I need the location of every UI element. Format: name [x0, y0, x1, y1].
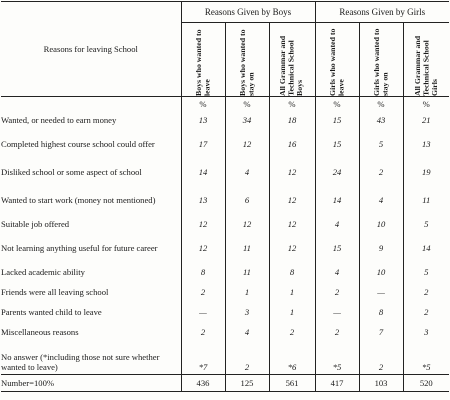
row-label: Completed highest course school could offer: [1, 130, 181, 158]
table-cell: *5: [421, 362, 431, 372]
table-cell: 12: [269, 234, 315, 262]
total-cell: 417: [315, 375, 359, 392]
table-cell: 13: [181, 186, 225, 214]
unit-label: %: [315, 97, 359, 111]
table-cell: 4: [315, 214, 359, 234]
total-cell: 561: [269, 375, 315, 392]
table-cell: 5: [359, 130, 403, 158]
total-cell: 103: [359, 375, 403, 392]
table-cell: 18: [269, 110, 315, 130]
table-cell: 21: [421, 115, 431, 125]
table-cell: 13: [421, 139, 431, 149]
table-cell: 5: [424, 267, 429, 277]
table-cell: 43: [359, 110, 403, 130]
table-row: [1, 158, 449, 186]
row-label: Wanted, or needed to earn money: [1, 110, 181, 130]
table-cell: 4: [225, 322, 269, 342]
table-cell: 14: [181, 158, 225, 186]
table-cell: 2: [315, 282, 359, 302]
table-cell: 15: [315, 234, 359, 262]
table-row: [1, 130, 449, 158]
table-cell: 2: [181, 322, 225, 342]
table-cell: 1: [269, 282, 315, 302]
unit-label: %: [269, 97, 315, 111]
row-label: Not learning anything useful for future career: [1, 234, 181, 262]
table-cell: 12: [225, 130, 269, 158]
table-cell: —: [181, 302, 225, 322]
table-cell: *7: [181, 342, 225, 375]
table-row: [1, 322, 449, 342]
table-cell: 11: [422, 195, 431, 205]
total-cell: 125: [225, 375, 269, 392]
table-cell: 12: [269, 158, 315, 186]
total-row: [1, 375, 449, 392]
table-cell: 4: [225, 158, 269, 186]
table-cell: 15: [315, 110, 359, 130]
column-header: All Grammar and Technical School Boys: [269, 23, 315, 97]
row-label: Parents wanted child to leave: [1, 302, 181, 322]
table-cell: 3: [225, 302, 269, 322]
table-cell: 34: [225, 110, 269, 130]
table-cell: 8: [181, 262, 225, 282]
table-row: [1, 262, 449, 282]
table-row: [1, 234, 449, 262]
table-cell: 10: [359, 262, 403, 282]
table-cell: 14: [315, 186, 359, 214]
table-cell: 12: [225, 214, 269, 234]
table-cell: 1: [269, 302, 315, 322]
table-cell: *6: [269, 342, 315, 375]
table-cell: 14: [421, 243, 431, 253]
column-header: Boys who wanted to stay on: [225, 23, 269, 97]
table-cell: 12: [181, 214, 225, 234]
table-cell: 8: [269, 262, 315, 282]
table-cell: 12: [269, 186, 315, 214]
table-cell: 13: [181, 110, 225, 130]
table-cell: 2: [269, 322, 315, 342]
table-cell: 2: [225, 342, 269, 375]
table-cell: 5: [424, 219, 429, 229]
row-label: Suitable job offered: [1, 214, 181, 234]
table-cell: 11: [225, 234, 269, 262]
unit-label: %: [181, 97, 225, 111]
table-cell: 2: [424, 307, 429, 317]
table-cell: 2: [359, 342, 403, 375]
table-cell: 2: [424, 287, 429, 297]
row-label: Friends were all leaving school: [1, 282, 181, 302]
table-cell: 12: [181, 234, 225, 262]
table-cell: 2: [315, 322, 359, 342]
total-cell: 436: [181, 375, 225, 392]
table-row: [1, 302, 449, 322]
table-cell: 16: [269, 130, 315, 158]
table-cell: —: [315, 302, 359, 322]
group-girls-heading: Reasons Given by Girls: [315, 2, 449, 23]
table-row: [1, 186, 449, 214]
reasons-table: [1, 1, 449, 392]
total-cell: 520: [403, 375, 449, 392]
group-boys-heading: Reasons Given by Boys: [181, 2, 315, 23]
table-cell: 4: [315, 262, 359, 282]
table-row: [1, 110, 449, 130]
row-label: Lacked academic ability: [1, 262, 181, 282]
row-label: Wanted to start work (money not mentioned): [1, 186, 181, 214]
table-cell: 10: [359, 214, 403, 234]
table-cell: 19: [421, 167, 431, 177]
table-row: [1, 342, 449, 375]
table-row: [1, 282, 449, 302]
total-label: Number=100%: [1, 375, 181, 392]
column-header: Girls who wanted to stay on: [359, 23, 403, 97]
table-cell: 24: [315, 158, 359, 186]
table-cell: 9: [359, 234, 403, 262]
column-header: Boys who wanted to leave: [181, 23, 225, 97]
table-cell: —: [359, 282, 403, 302]
table-cell: 12: [269, 214, 315, 234]
table-cell: 4: [359, 186, 403, 214]
column-header: All Grammar and Technical School Girls: [403, 23, 449, 97]
row-label: No answer (*including those not sure whether wanted to leave): [1, 342, 181, 375]
table-cell: 2: [181, 282, 225, 302]
unit-label: %: [225, 97, 269, 111]
column-header: Girls who wanted to leave: [315, 23, 359, 97]
row-header: Reasons for leaving School: [1, 2, 181, 97]
row-label: Disliked school or some aspect of school: [1, 158, 181, 186]
table-cell: 6: [225, 186, 269, 214]
table-cell: 2: [359, 158, 403, 186]
unit-label: %: [422, 98, 430, 109]
table-row: [1, 214, 449, 234]
table-cell: 11: [225, 262, 269, 282]
table-cell: 7: [359, 322, 403, 342]
table-cell: 15: [315, 130, 359, 158]
table-cell: 8: [359, 302, 403, 322]
table-cell: *5: [315, 342, 359, 375]
table-cell: 3: [424, 327, 429, 337]
table-cell: 17: [181, 130, 225, 158]
unit-label: %: [359, 97, 403, 111]
table-cell: 1: [225, 282, 269, 302]
row-label: Miscellaneous reasons: [1, 322, 181, 342]
